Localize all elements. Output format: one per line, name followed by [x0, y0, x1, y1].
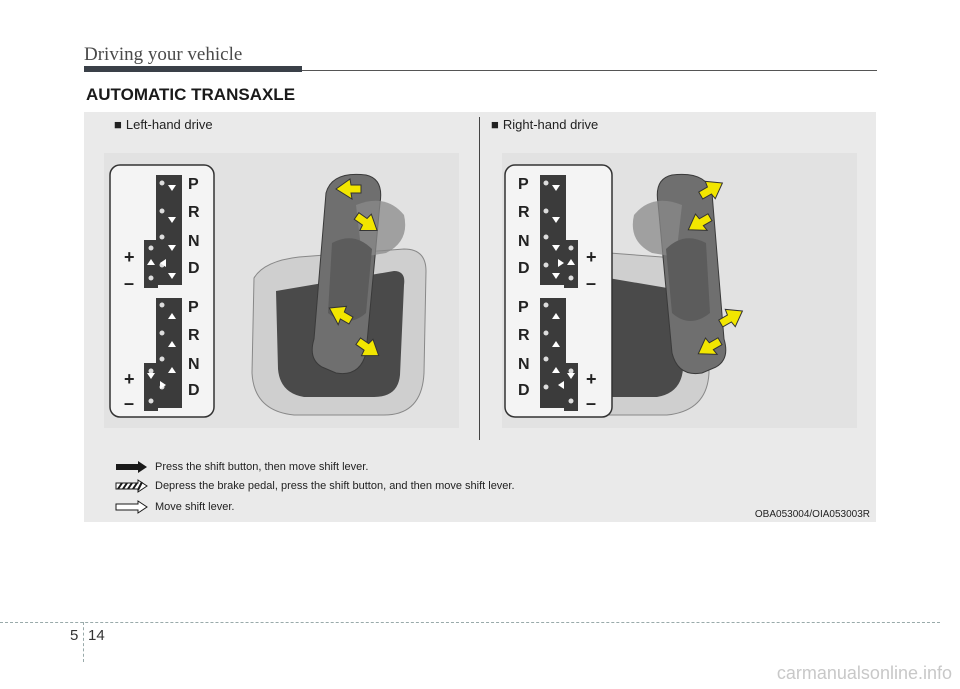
- outline-arrow-icon: [114, 500, 148, 514]
- minus-symbol: –: [586, 393, 597, 413]
- gate-letter-n: N: [188, 233, 200, 250]
- footer-rule: [0, 622, 940, 623]
- gate-letter-r: R: [518, 327, 530, 344]
- page-number: 14: [88, 627, 105, 644]
- gate-letter-r: R: [518, 204, 530, 221]
- gate-letter-n: N: [188, 356, 200, 373]
- hatched-arrow-icon: [114, 479, 148, 493]
- header-rule: [302, 70, 877, 71]
- footer-divider: [83, 622, 84, 662]
- minus-symbol: –: [124, 393, 135, 413]
- page-title: AUTOMATIC TRANSAXLE: [86, 85, 296, 104]
- shift-gate-upper: [540, 175, 566, 285]
- gate-letter-n: N: [518, 356, 530, 373]
- gate-letter-p: P: [188, 176, 199, 193]
- left-hand-drive-figure: [104, 153, 459, 428]
- header-bar: [84, 66, 302, 72]
- minus-symbol: –: [124, 273, 135, 293]
- gate-letter-p: P: [188, 299, 199, 316]
- gate-letter-n: N: [518, 233, 530, 250]
- bullet-icon: ■: [491, 117, 499, 132]
- section-header: Driving your vehicle: [84, 44, 243, 65]
- shift-gate-lower: [540, 298, 566, 408]
- gate-letter-d: D: [188, 260, 200, 277]
- bullet-icon: ■: [114, 117, 122, 132]
- right-hand-drive-figure: [502, 153, 857, 428]
- gate-letter-p: P: [518, 299, 529, 316]
- plus-symbol: +: [124, 247, 135, 267]
- gate-letter-r: R: [188, 204, 200, 221]
- gate-letter-r: R: [188, 327, 200, 344]
- plus-symbol: +: [586, 247, 597, 267]
- right-hand-drive-label: ■ Right-hand drive: [491, 117, 599, 132]
- figure-divider: [479, 117, 480, 440]
- plus-symbol: +: [586, 369, 597, 389]
- solid-arrow-icon: [114, 460, 148, 474]
- minus-symbol: –: [586, 273, 597, 293]
- chapter-number: 5: [70, 627, 79, 644]
- gate-letter-d: D: [188, 382, 200, 399]
- gate-letter-d: D: [518, 260, 530, 277]
- plus-symbol: +: [124, 369, 135, 389]
- left-hand-drive-label: ■ Left-hand drive: [114, 117, 213, 132]
- figure-code: OBA053004/OIA053003R: [754, 509, 870, 520]
- watermark: carmanualsonline.info: [776, 663, 952, 683]
- gate-letter-p: P: [518, 176, 529, 193]
- gate-letter-d: D: [518, 382, 530, 399]
